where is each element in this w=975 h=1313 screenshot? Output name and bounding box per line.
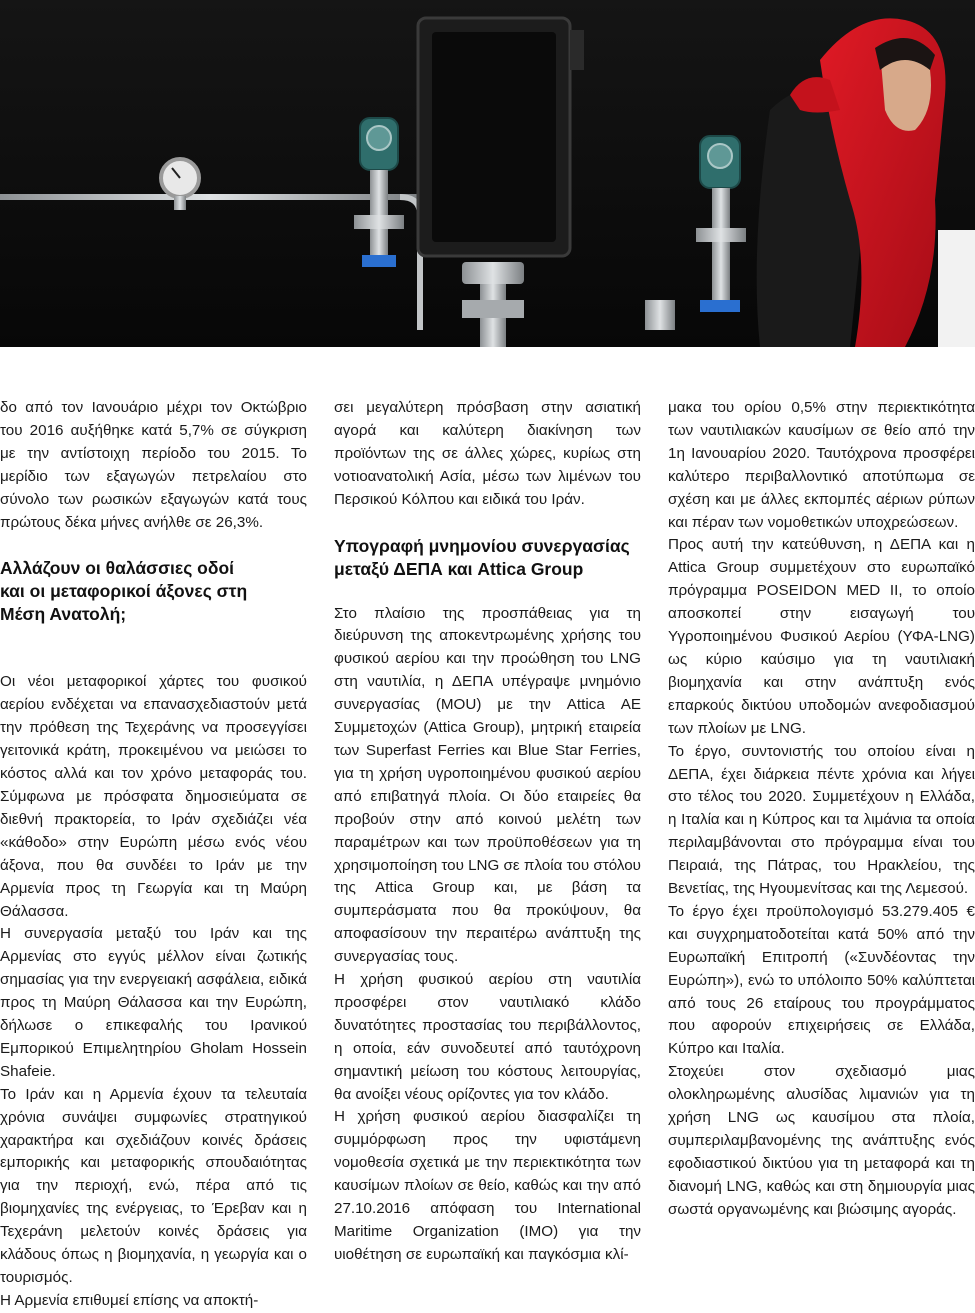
column3-paragraph-5: Στοχεύει στον σχεδιασμό μιας ολοκληρωμένης αλυσίδας λιμανιών για τη χρήση LNG ως καυσίμου στα πλοία, συμπεριλαμβανομένης της ανάπτυξης ενός εφοδιαστικού δικτύου για τη μεταφορά και τη διανομή LNG, καθώς και στη δημιουργία μιας σωστά οργανωμένης και βιώσιμης αγοράς. <box>668 1063 975 1218</box>
section-heading-middle-east: Αλλάζουν οι θαλάσσιες οδοί και οι μεταφορικοί άξονες στη Μέση Ανατολή; <box>0 558 248 625</box>
column1-paragraph-5: Η Αρμενία επιθυμεί επίσης να αποκτή- <box>0 1291 259 1309</box>
photo-lng-equipment-icon <box>0 0 975 347</box>
article-column-2 <box>334 397 641 1267</box>
column1-paragraph-1: δο από τον Ιανουάριο μέχρι τον Οκτώβριο του 2016 αυξήθηκε κατά 5,7% σε σύγκριση με την αντίστοιχη περίοδο του 2015. Το μερίδιο των εξαγωγών πετρελαίου στο σύνολο των ρωσικών εξαγωγών κατά τους πρώτους δέκα μήνες ανήλθε σε 26,3%. <box>0 399 307 531</box>
column2-paragraph-1: σει μεγαλύτερη πρόσβαση στην ασιατική αγορά και καλύτερη διακίνηση των προϊόντων της σε άλλες χώρες, κυρίως στη νοτιοανατολική Ασία, μέσω των λιμένων του Περσικού Κόλπου και ειδικά του Ιράν. <box>334 399 641 508</box>
column1-paragraph-3: Η συνεργασία μεταξύ του Ιράν και της Αρμενίας στο εγγύς μέλλον είναι ζωτικής σημασίας για την ενεργειακή ασφάλεια, ειδικά προς τη Μαύρη Θάλασσα και την Ευρώπη, δήλωσε ο επικεφαλής του Ιρανικού Εμπορικού Επιμελητηρίου Gholam Hossein Shafeie. <box>0 925 307 1080</box>
article-column-1 <box>0 397 307 1313</box>
column2-paragraph-2: Στο πλαίσιο της προσπάθειας για τη διεύρυνση της αποκεντρωμένης χρήσης του φυσικού αερίου και την προώθηση του LNG στη ναυτιλία, η ΔΕΠΑ υπέγραψε μνημόνιο συνεργασίας (MOU) με την Attica ΑΕ Συμμετοχών (Attica Group), μητρική εταιρεία των Superfast Ferries και Blue Star Ferries, για τη χρήση υγροποιημένου φυσικού αερίου από επιβατηγά πλοία. Οι δύο εταιρείες θα προβούν στην από κοινού μελέτη των παραμέτρων και των προϋποθέσεων για τη χρησιμοποίηση του LNG σε πλοία του στόλου της Attica Group και, με βάση τα συμπεράσματα που θα προκύψουν, θα αποφασίσουν την περαιτέρω ανάπτυξη της συνεργασίας τους. <box>334 604 641 966</box>
column3-paragraph-3: Το έργο, συντονιστής του οποίου είναι η ΔΕΠΑ, έχει διάρκεια πέντε χρόνια και λήγει στο τέλος του 2020. Συμμετέχουν η Ελλάδα, η Ιταλία και η Κύπρος και τα λιμάνια τα οποία περιλαμβάνονται στο πρόγραμμα είναι του Πειραιά, της Πάτρας, του Ηρακλείου, της Βενετίας, της Ηγουμενίτσας και της Λεμεσού. <box>668 742 975 898</box>
column2-paragraph-3: Η χρήση φυσικού αερίου στη ναυτιλία προσφέρει στον ναυτιλιακό κλάδο δυνατότητες προστασίας του περιβάλλοντος, η οποία, εάν συνοδευτεί από ταυτόχρονη σημαντική μείωση του κόστους λειτουργίας, θα ανοίξει νέους ορίζοντες για τον κλάδο. <box>334 971 641 1103</box>
column1-paragraph-4: Το Ιράν και η Αρμενία έχουν τα τελευταία χρόνια συνάψει συμφωνίες στρατηγικού χαρακτήρα και σχεδιάζουν κοινές δράσεις εμπορικής και μεταφορικής σπουδαιότητας για την περιοχή, ενώ, πέρα από τις βιομηχανίες της ενέργειας, το Έρεβαν και η Τεχεράνη μελετούν κοινές δράσεις για κλάδους όπως η βιομηχανία, η γεωργία και ο τουρισμός. <box>0 1085 307 1286</box>
article-column-3 <box>668 397 975 1222</box>
section-heading-depa-attica: Υπογραφή μνημονίου συνεργασίας μεταξύ ΔΕΠΑ και Attica Group <box>334 535 630 579</box>
column2-paragraph-4: Η χρήση φυσικού αερίου διασφαλίζει τη συμμόρφωση προς την υφιστάμενη νομοθεσία σχετικά με την περιεκτικότητα των καυσίμων πλοίων σε θείο, καθώς και την από 27.10.2016 απόφαση του International Maritime Organization (IMO) για την υιοθέτηση σε ευρωπαϊκή και παγκόσμια κλί- <box>334 1108 641 1263</box>
column3-paragraph-2: Προς αυτή την κατεύθυνση, η ΔΕΠΑ και η Attica Group συμμετέχουν στο ευρωπαϊκό πρόγραμμα POSEIDON MED II, το οποίο αποσκοπεί στην εισαγωγή του Υγροποιημένου Φυσικού Αερίου (ΥΦΑ-LNG) ως κύριο καύσιμο για τη ναυτιλιακή βιομηχανία και στην ανάπτυξη ενός επαρκούς δικτύου υποδομών ανεφοδιασμού των πλοίων με LNG. <box>668 536 975 737</box>
column1-paragraph-2: Οι νέοι μεταφορικοί χάρτες του φυσικού αερίου ενδέχεται να επανασχεδιαστούν μετά την πρόθεση της Τεχεράνης να προσεγγίσει γειτονικά κράτη, προκειμένου να μειώσει το κόστος αλλά και τον χρόνο μεταφοράς του. Σύμφωνα με πρόσφατα δημοσιεύματα σε διεθνή πρακτορεία, το Ιράν σχεδιάζει νέα «κάθοδο» στην Ευρώπη μέσω ενός νέου άξονα, που θα συνδέει το Ιράν με την Αρμενία προς τη Γεωργία και τη Μαύρη Θάλασσα. <box>0 673 307 920</box>
column3-paragraph-4: Το έργο έχει προϋπολογισμό 53.279.405 € και συγχρηματοδοτείται κατά 50% από την Ευρωπαϊκή Επιτροπή («Συνδέοντας την Ευρώπη»), ενώ το υπόλοιπο 50% καλύπτεται από τους 26 εταίρους του προγράμματος που αφορούν επιχειρήσεις σε Ελλάδα, Κύπρο και Ιταλία. <box>668 902 975 1058</box>
header-photo <box>0 0 975 347</box>
column3-paragraph-1: μακα του ορίου 0,5% στην περιεκτικότητα των ναυτιλιακών καυσίμων σε θείο από την 1η Ιανουαρίου 2020. Ταυτόχρονα προσφέρει καλύτερο περιβαλλοντικό αποτύπωμα σε σχέση και με άλλες εκπομπές αέριων ρύπων και πέραν των νομοθετικών υποχρεώσεων. <box>668 399 975 531</box>
